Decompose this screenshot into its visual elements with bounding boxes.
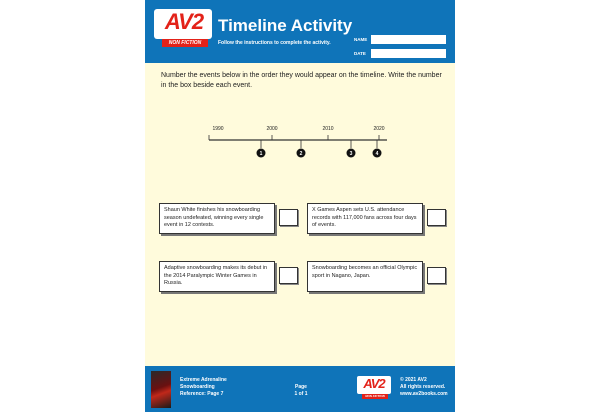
event-card-1: Shaun White finishes his snowboarding season undefeated, winning every single event in 12 contests. xyxy=(159,203,275,234)
logo-subtitle: NON FICTION xyxy=(162,39,208,47)
date-field[interactable] xyxy=(371,49,446,58)
answer-box-3[interactable] xyxy=(279,267,298,284)
page-count: 1 of 1 xyxy=(294,391,308,397)
book-info xyxy=(180,377,227,398)
copyright-text: © 2021 AV2 xyxy=(400,377,427,383)
marker-number-3: 3 xyxy=(349,151,353,157)
av2-logo xyxy=(154,9,214,49)
header-bar xyxy=(145,0,455,63)
footer-logo-subtitle: NON FICTION xyxy=(362,394,388,399)
answer-box-2[interactable] xyxy=(427,209,446,226)
timeline-graphic xyxy=(145,118,455,168)
year-label-2020: 2020 xyxy=(373,126,385,132)
instructions-text: Number the events below in the order they would appear on the timeline. Write the number in the box beside each event. xyxy=(161,72,442,89)
book-subject: Snowboarding xyxy=(180,384,215,390)
page-title: Timeline Activity xyxy=(218,16,353,35)
logo-text: AV2 xyxy=(164,9,204,34)
page-subtitle: Follow the instructions to complete the activity. xyxy=(218,40,331,46)
marker-number-4: 4 xyxy=(375,151,379,157)
event-card-4: Snowboarding becomes an official Olympic sport in Nagano, Japan. xyxy=(307,261,423,292)
year-label-2010: 2010 xyxy=(322,126,334,132)
answer-box-1[interactable] xyxy=(279,209,298,226)
year-label-2000: 2000 xyxy=(266,126,278,132)
answer-box-4[interactable] xyxy=(427,267,446,284)
marker-number-2: 2 xyxy=(299,151,303,157)
page-label: Page xyxy=(295,384,307,390)
page-indicator xyxy=(291,384,311,398)
book-cover-image xyxy=(151,371,171,408)
date-label: DATE xyxy=(354,51,366,56)
footer-bar xyxy=(145,366,455,412)
footer-logo-text: AV2 xyxy=(363,376,385,391)
book-title: Extreme Adrenaline xyxy=(180,377,227,383)
name-field[interactable] xyxy=(371,35,446,44)
website-link[interactable]: www.av2books.com xyxy=(400,391,448,397)
book-reference: Reference: Page 7 xyxy=(180,391,224,397)
rights-text: All rights reserved. xyxy=(400,384,446,390)
footer-av2-logo xyxy=(357,376,393,404)
copyright-info xyxy=(400,377,448,398)
name-label: NAME xyxy=(354,37,368,42)
worksheet-page xyxy=(145,0,455,412)
marker-number-1: 1 xyxy=(259,151,263,157)
event-card-2: X Games Aspen sets U.S. attendance records with 117,000 fans across four days of events. xyxy=(307,203,423,234)
year-label-1990: 1990 xyxy=(212,126,224,132)
event-card-3: Adaptive snowboarding makes its debut in the 2014 Paralympic Winter Games in Russia. xyxy=(159,261,275,292)
